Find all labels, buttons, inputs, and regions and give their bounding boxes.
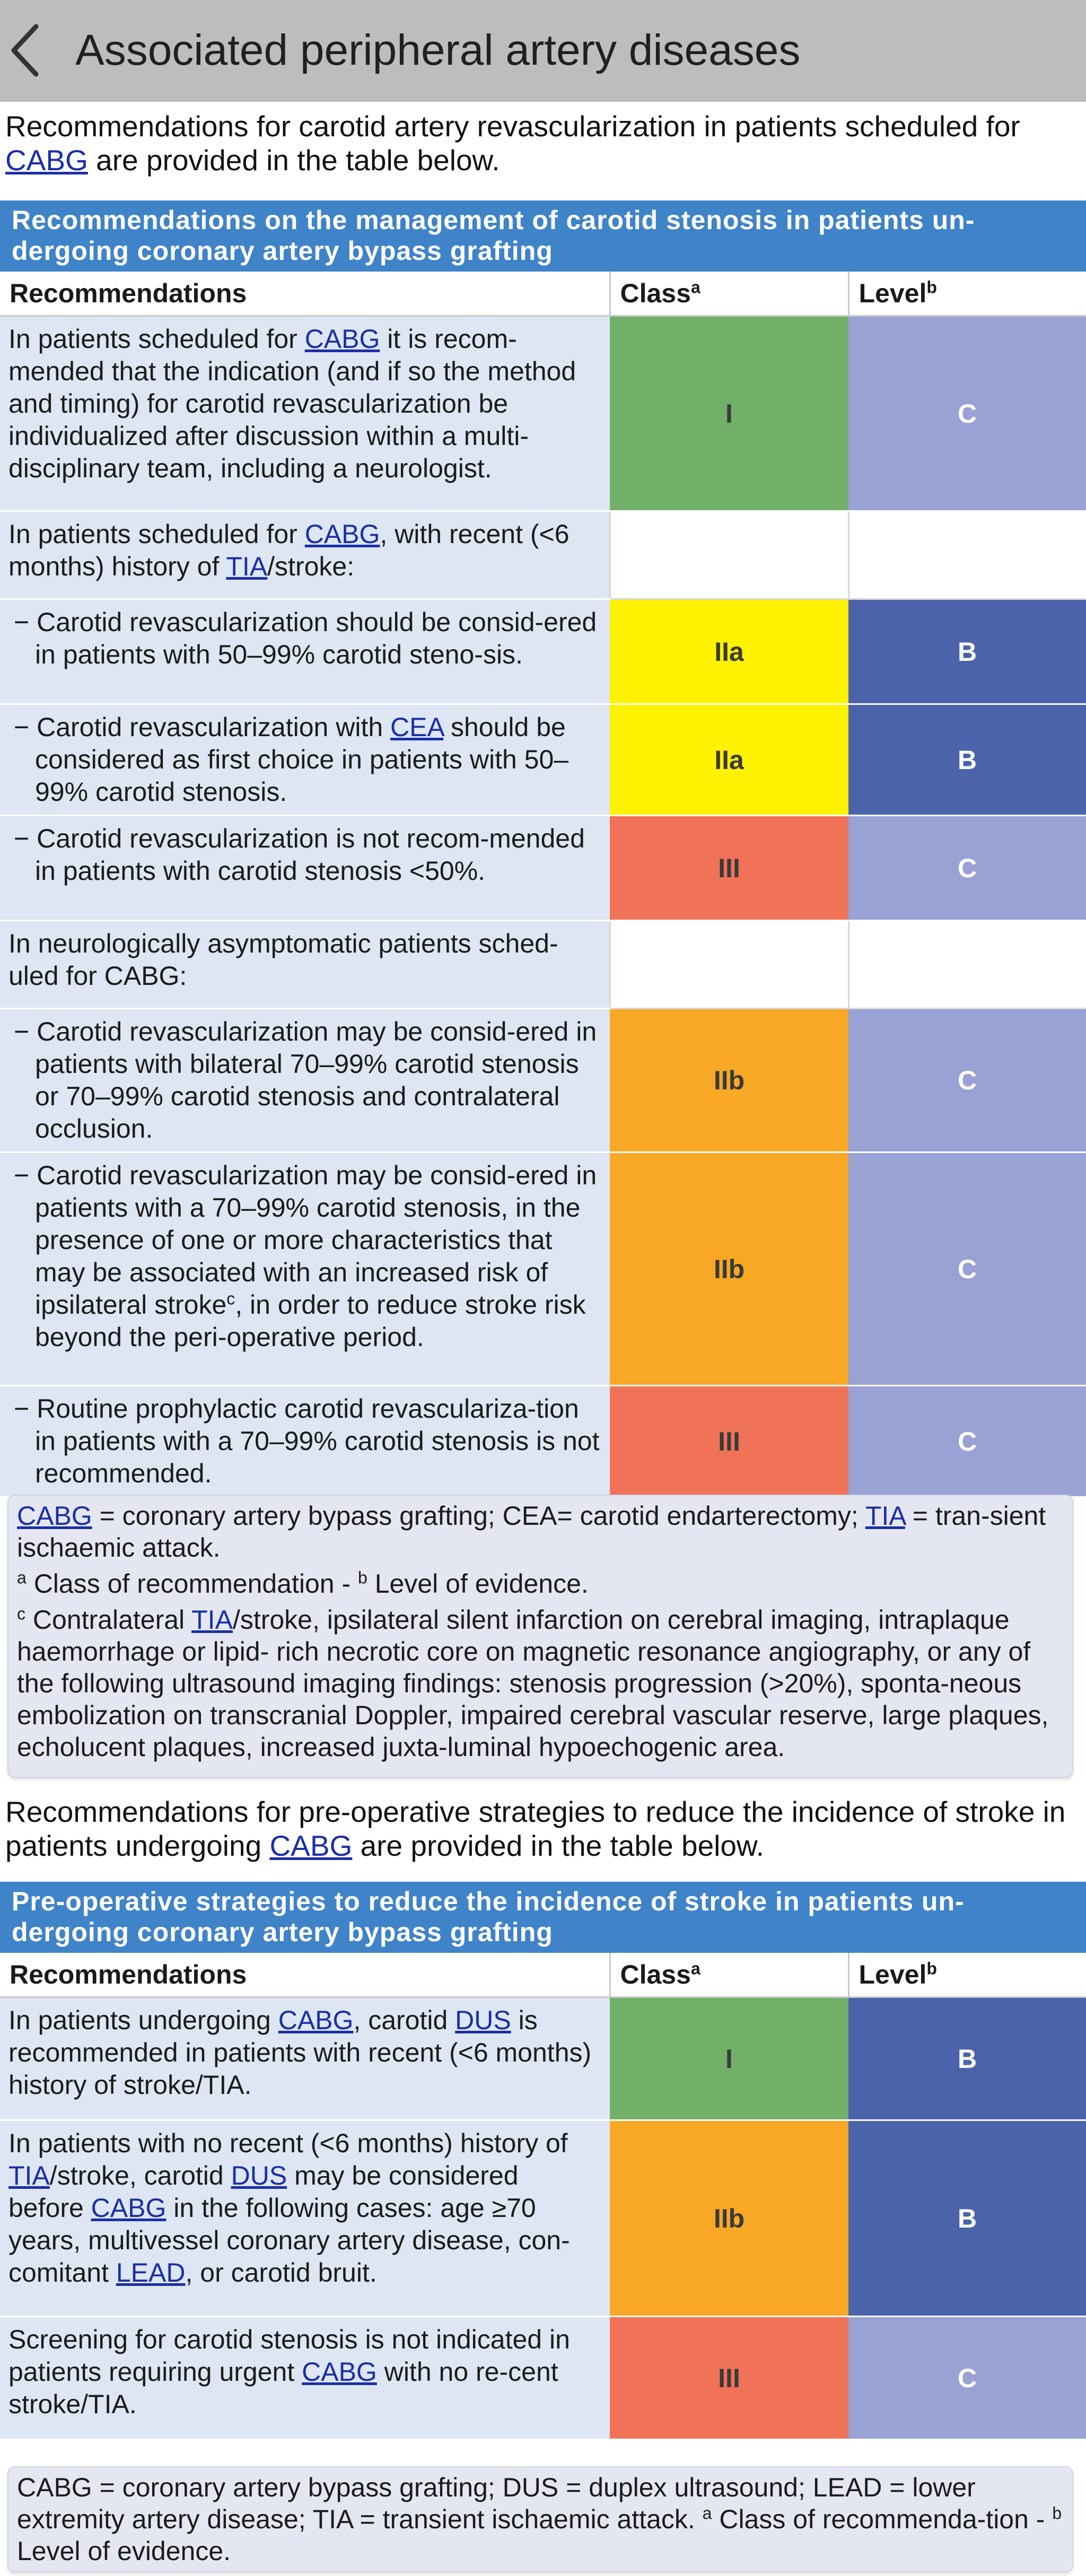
col-header-level bbox=[848, 1953, 1086, 1997]
back-chevron-icon[interactable] bbox=[6, 21, 43, 80]
cabg-link[interactable]: CABG bbox=[17, 1501, 92, 1531]
carotid-stenosis-table bbox=[0, 200, 1086, 1498]
level-cell: B bbox=[848, 1997, 1086, 2120]
cabg-link[interactable]: CABG bbox=[278, 2005, 354, 2035]
text: Class of recommenda-tion - bbox=[712, 2504, 1053, 2534]
text: − Carotid revascularization may be consid-ered in patients with a 70–99% carotid stenosis, in the presence of one or more characteristics that may be associated with an increased risk of ipsilateral stroke bbox=[14, 1160, 597, 1320]
text: , or carotid bruit. bbox=[185, 2258, 377, 2287]
recommendation-text bbox=[0, 1997, 610, 2120]
text: /stroke, carotid bbox=[49, 2161, 231, 2190]
text: = tran-sient ischaemic attack. bbox=[17, 1501, 1046, 1562]
recommendation-text bbox=[0, 511, 610, 599]
level-sup: b bbox=[926, 1959, 937, 1978]
empty-cell bbox=[848, 511, 1086, 599]
footnote-class-level bbox=[17, 1568, 1064, 1600]
class-sup: a bbox=[690, 1959, 700, 1978]
table2-footnote bbox=[7, 2466, 1073, 2572]
text: Screening for carotid stenosis is not indicated in patients requiring urgent bbox=[8, 2325, 570, 2387]
class-sup: a bbox=[690, 277, 700, 297]
text: should be considered as first choice in patients with 50–99% carotid stenosis. bbox=[35, 712, 569, 807]
table-row bbox=[0, 1009, 1086, 1152]
text: it is recom-mended that the indication (and if so the method and timing) for carotid revascularization be individualized after discussion within a multi-disciplinary team, including a neurologist. bbox=[8, 324, 576, 483]
intro-paragraph-1 bbox=[5, 109, 1082, 177]
intro-paragraph-2 bbox=[5, 1795, 1082, 1863]
table-row bbox=[0, 599, 1086, 704]
empty-cell bbox=[848, 921, 1086, 1009]
sup-a: a bbox=[702, 2503, 712, 2523]
text: Contralateral bbox=[25, 1605, 192, 1635]
recommendation-text bbox=[0, 2120, 610, 2317]
text: with no re-cent stroke/TIA. bbox=[8, 2357, 558, 2419]
table-row bbox=[0, 704, 1086, 816]
level-cell: C bbox=[848, 1152, 1086, 1386]
level-cell: C bbox=[848, 2317, 1086, 2440]
lead-link[interactable]: LEAD bbox=[116, 2258, 186, 2287]
recommendation-text: In neurologically asymptomatic patients sched-uled for CABG: bbox=[0, 921, 610, 1009]
class-cell: IIb bbox=[610, 1009, 848, 1152]
level-sup: b bbox=[926, 277, 937, 297]
class-cell: III bbox=[610, 816, 848, 921]
level-cell: B bbox=[848, 2120, 1086, 2317]
text: = coronary artery bypass grafting; CEA= carotid endarterectomy; bbox=[92, 1501, 865, 1531]
col-header-class bbox=[610, 1953, 848, 1997]
dus-link[interactable]: DUS bbox=[455, 2005, 511, 2035]
recommendation-text bbox=[0, 2317, 610, 2440]
tia-link[interactable]: TIA bbox=[226, 552, 268, 581]
class-cell: I bbox=[610, 316, 848, 511]
text: Class of recommendation - bbox=[26, 1569, 358, 1599]
preoperative-strategies-table bbox=[0, 1882, 1086, 2440]
table-row bbox=[0, 1152, 1086, 1386]
tia-link[interactable]: TIA bbox=[8, 2161, 50, 2190]
table-row bbox=[0, 921, 1086, 1009]
intro-text: Recommendations for pre-operative strategies to reduce the incidence of stroke in patients undergoing bbox=[5, 1795, 1066, 1862]
empty-cell bbox=[610, 511, 848, 599]
table-row bbox=[0, 1386, 1086, 1497]
page-title: Associated peripheral artery diseases bbox=[75, 26, 801, 74]
recommendation-text bbox=[0, 316, 610, 511]
text: /stroke: bbox=[267, 552, 355, 581]
text: In patients scheduled for bbox=[8, 324, 305, 354]
cabg-link[interactable]: CABG bbox=[91, 2193, 167, 2223]
dus-link[interactable]: DUS bbox=[231, 2161, 287, 2190]
sup-a: a bbox=[17, 1568, 27, 1587]
level-cell: B bbox=[848, 704, 1086, 816]
text: CABG = coronary artery bypass grafting; DUS = duplex ultrasound; LEAD = lower extremity artery disease; TIA = transient ischaemic attack. bbox=[17, 2473, 976, 2534]
class-cell: IIa bbox=[610, 704, 848, 816]
footnote-sup: c bbox=[226, 1289, 235, 1308]
level-label: Level bbox=[859, 1960, 927, 1989]
tia-link[interactable]: TIA bbox=[865, 1501, 905, 1531]
table-row bbox=[0, 1997, 1086, 2120]
level-cell: C bbox=[848, 816, 1086, 921]
col-header-recommendations: Recommendations bbox=[0, 1953, 610, 1997]
intro-text: are provided in the table below. bbox=[352, 1829, 764, 1862]
col-header-recommendations: Recommendations bbox=[0, 272, 610, 316]
col-header-level bbox=[848, 272, 1086, 316]
cabg-link[interactable]: CABG bbox=[304, 324, 380, 354]
level-cell: C bbox=[848, 1386, 1086, 1497]
table1-footnote bbox=[7, 1495, 1073, 1778]
sup-b: b bbox=[358, 1568, 367, 1587]
class-cell: IIb bbox=[610, 1152, 848, 1386]
text: , in order to reduce stroke risk beyond the peri-operative period. bbox=[35, 1290, 586, 1352]
text: In patients undergoing bbox=[8, 2005, 278, 2035]
table-header-row bbox=[0, 1953, 1086, 1997]
table-title: Recommendations on the management of carotid stenosis in patients un-dergoing coronary artery bypass grafting bbox=[0, 200, 1086, 272]
class-label: Class bbox=[620, 278, 691, 308]
level-cell: C bbox=[848, 1009, 1086, 1152]
recommendation-text: − Carotid revascularization should be consid-ered in patients with 50–99% carotid steno-sis. bbox=[0, 599, 610, 704]
text: Level of evidence. bbox=[17, 2536, 231, 2566]
cabg-link[interactable]: CABG bbox=[5, 144, 88, 177]
cabg-link[interactable]: CABG bbox=[302, 2357, 377, 2387]
table-title: Pre-operative strategies to reduce the incidence of stroke in patients un-dergoing coronary artery bypass grafting bbox=[0, 1882, 1086, 1953]
text: − Carotid revascularization with bbox=[14, 712, 391, 742]
cabg-link[interactable]: CABG bbox=[269, 1829, 353, 1862]
level-cell: C bbox=[848, 316, 1086, 511]
table-header-row bbox=[0, 272, 1086, 316]
sup-c: c bbox=[17, 1604, 25, 1623]
table-row bbox=[0, 511, 1086, 599]
recommendation-text bbox=[0, 1152, 610, 1386]
table-row bbox=[0, 816, 1086, 921]
table-row bbox=[0, 2317, 1086, 2440]
recommendation-text: − Routine prophylactic carotid revasculariza-tion in patients with a 70–99% carotid stenosis is not recommended. bbox=[0, 1386, 610, 1497]
class-cell: III bbox=[610, 1386, 848, 1497]
class-cell: I bbox=[610, 1997, 848, 2120]
recommendation-text: − Carotid revascularization is not recom-mended in patients with carotid stenosis <50%. bbox=[0, 816, 610, 921]
text: In patients with no recent (<6 months) history of bbox=[8, 2128, 568, 2158]
footnote-abbreviations bbox=[17, 1500, 1064, 1564]
class-label: Class bbox=[620, 1960, 691, 1989]
intro-text: are provided in the table below. bbox=[87, 144, 500, 177]
text: Level of evidence. bbox=[367, 1569, 589, 1599]
cabg-link[interactable]: CABG bbox=[304, 519, 380, 549]
text: in the following cases: age ≥70 years, multivessel coronary artery disease, con-comitant bbox=[8, 2193, 570, 2287]
class-cell: IIb bbox=[610, 2120, 848, 2317]
tia-link[interactable]: TIA bbox=[191, 1605, 233, 1635]
recommendation-text: − Carotid revascularization may be consid-ered in patients with bilateral 70–99% carotid stenosis or 70–99% carotid stenosis and contralateral occlusion. bbox=[0, 1009, 610, 1152]
text: In patients scheduled for bbox=[8, 519, 305, 549]
class-cell: III bbox=[610, 2317, 848, 2440]
level-label: Level bbox=[859, 278, 927, 308]
col-header-class bbox=[610, 272, 848, 316]
level-cell: B bbox=[848, 599, 1086, 704]
text: /stroke, ipsilateral silent infarction on cerebral imaging, intraplaque haemorrhage or lipid- rich necrotic core on magnetic resonance angiography, or any of the following ultrasound imaging findings: stenosis progression (>20%), sponta-neous embolization on transcranial Doppler, impaired cerebral vascular reserve, large plaques, echolucent plaques, increased juxta-luminal hypoechogenic area. bbox=[17, 1605, 1049, 1762]
text: is recommended in patients with recent (<6 months) history of stroke/TIA. bbox=[8, 2005, 592, 2100]
text: , with recent (<6 months) history of bbox=[8, 519, 570, 581]
text: may be considered before bbox=[8, 2161, 519, 2223]
intro-text: Recommendations for carotid artery revascularization in patients scheduled for bbox=[5, 110, 1020, 143]
sup-b: b bbox=[1052, 2503, 1062, 2523]
table-row bbox=[0, 316, 1086, 511]
class-cell: IIa bbox=[610, 599, 848, 704]
cea-link[interactable]: CEA bbox=[390, 712, 444, 742]
footnote-c bbox=[17, 1604, 1064, 1763]
app-header bbox=[0, 0, 1086, 102]
recommendation-text bbox=[0, 704, 610, 816]
table-row bbox=[0, 2120, 1086, 2317]
empty-cell bbox=[610, 921, 848, 1009]
text: , carotid bbox=[353, 2005, 456, 2035]
